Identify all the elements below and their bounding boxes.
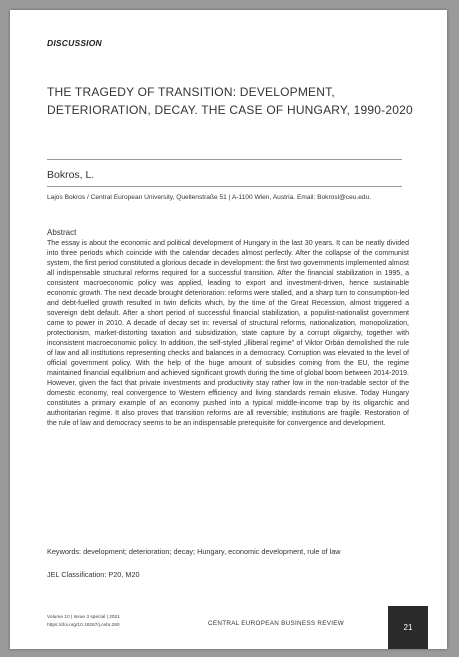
- page-number-box: [388, 606, 428, 649]
- paper-page: [10, 10, 447, 649]
- author-divider: [47, 186, 402, 187]
- footer-citation: [47, 614, 197, 629]
- author-affiliation: Lajos Bokros / Central European University, Quellenstraße 51 | A-1100 Wien, Austria. Email: Bokrosl@ceu.edu.: [47, 194, 372, 201]
- author-name: Bokros, L.: [47, 169, 95, 181]
- footer-doi-link[interactable]: https://doi.org/10.18267/j.cebr.280: [47, 622, 120, 628]
- footer-volume: Volume 10 | Issue 3 special | 2021: [47, 615, 120, 620]
- footer-journal-name: CENTRAL EUROPEAN BUSINESS REVIEW: [208, 620, 345, 627]
- abstract-body: The essay is about the economic and political development of Hungary in the last 30 years. It can be neatly divided into three periods which coincide with the calendar decades almost perfectly. After the collapse of the communist system, the first period constituted a glorious decade in development: the first two governments implemented almost all indispensable structural reforms required for a successful transition. After the financial stabilization in 1995, a consistent macroeconomic policy was applied, leading to export and investment-driven, hence sustainable economic growth. The next decade brought deterioration: reforms were stalled, and a sharp turn to consumption-led and debt-fuelled growth resulted in twin deficits which, by the time of the Great Recession, almost triggered a sovereign debt default. After a short period of successful financial stabilization, a populist-nationalist government came to power in 2010. A decade of decay set in: reversal of structural reforms, nationalization, monopolization, protectionism, market-distorting taxation and subsidization, state capture by a corrupt oligarchy, together with inconsistent macroeconomic policy. In addition, the self-styled „illiberal regime” of Viktor Orbán demolished the rule of law and all institutions representing checks and balances in a democracy. Corruption was elevated to the level of official government policy. With the help of the huge amount of subsidies coming from the EU, the regime maintained financial equilibrium and achieved significant growth during the time of global boom between 2014-2019. However, given the fact that private investments and productivity stay rather low in the non-tradable sector of the domestic economy, real convergence to Western efficiency and living standards remain elusive. Today Hungary constitutes a primary example of an economy pushed into a typical middle-income trap by its oligarchic and authoritarian regime. It also proves that transition reforms are all reversible; institutions are fragile. Restoration of the rule of law and democracy seems to be an indispensable prerequisite for convergence and development.: [47, 240, 409, 427]
- abstract-heading: Abstract: [47, 228, 77, 237]
- page-number: 21: [403, 623, 413, 632]
- keywords: Keywords: development; deterioration; decay; Hungary, economic development, rule of law: [47, 547, 341, 556]
- article-title: THE TRAGEDY OF TRANSITION: DEVELOPMENT, DETERIORATION, DECAY. THE CASE OF HUNGARY, 1990-2020: [47, 85, 413, 117]
- jel-classification: JEL Classification: P20, M20: [47, 570, 140, 579]
- title-divider: [47, 159, 402, 160]
- section-label: DISCUSSION: [47, 38, 102, 48]
